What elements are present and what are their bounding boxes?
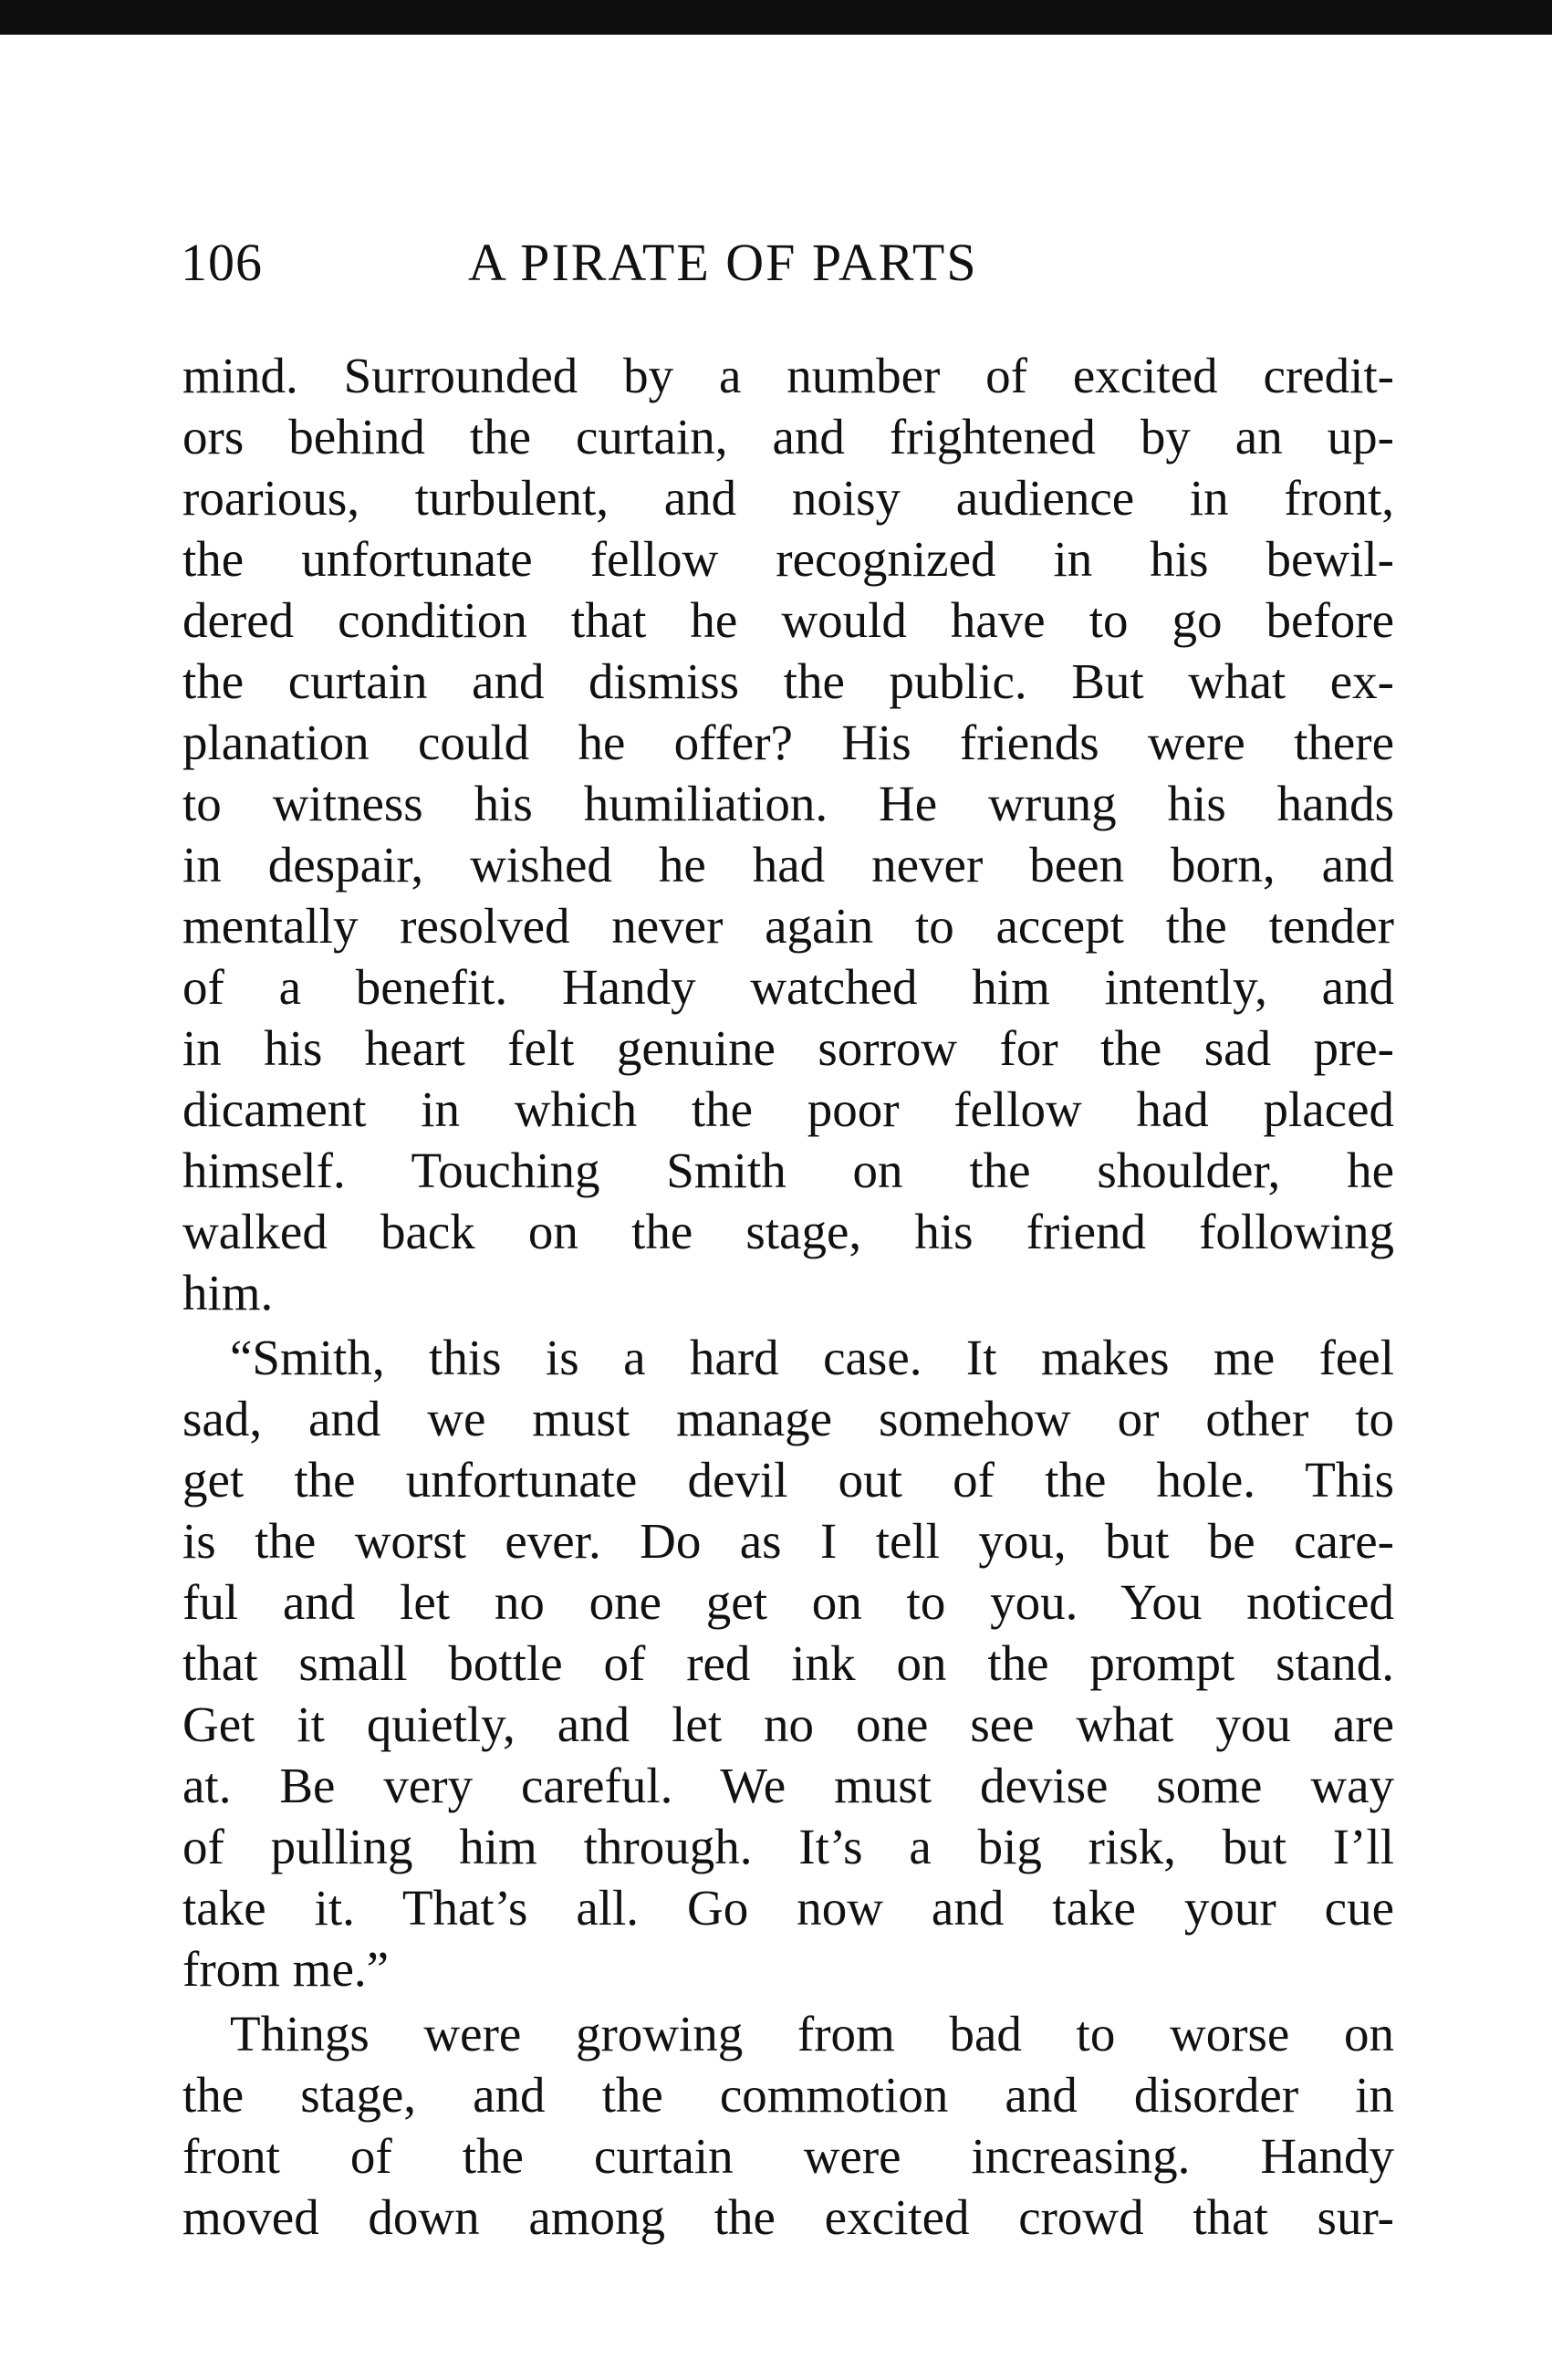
text-line: “Smith, this is a hard case. It makes me feel [230,1330,1394,1385]
text-line: front of the curtain were increasing. Handy [182,2128,1394,2184]
text-line: himself. Touching Smith on the shoulder, he [182,1143,1394,1198]
text-line: dicament in which the poor fellow had placed [182,1081,1394,1137]
text-line: planation could he offer? His friends were there [182,715,1394,770]
text-line: at. Be very careful. We must devise some way [182,1758,1394,1813]
body-text [182,345,1394,2248]
text-line: of pulling him through. It’s a big risk, but I’ll [182,1819,1394,1874]
text-line: Get it quietly, and let no one see what you are [182,1696,1394,1752]
text-line: of a benefit. Handy watched him intently, and [182,959,1394,1015]
text-line: to witness his humiliation. He wrung his hands [182,776,1394,831]
text-line: in despair, wished he had never been born, and [182,837,1394,892]
text-line: roarious, turbulent, and noisy audience in front, [182,470,1394,526]
text-line: sad, and we must manage somehow or other to [182,1391,1394,1446]
text-line: is the worst ever. Do as I tell you, but be care- [182,1513,1394,1569]
text-line: him. [182,1265,274,1320]
text-line: get the unfortunate devil out of the hole. This [182,1452,1394,1508]
page-number: 106 [181,233,263,292]
text-line: walked back on the stage, his friend following [182,1204,1394,1259]
text-line: the curtain and dismiss the public. But what ex- [182,653,1394,709]
text-line: dered condition that he would have to go before [182,592,1394,648]
text-line: the stage, and the commotion and disorder in [182,2067,1394,2123]
running-head [181,226,1403,299]
text-line: the unfortunate fellow recognized in his bewil- [182,531,1394,587]
text-line: ful and let no one get on to you. You noticed [182,1574,1394,1630]
text-line: Things were growing from bad to worse on [230,2006,1394,2062]
text-line: mind. Surrounded by a number of excited credit- [182,348,1394,403]
text-line: from me.” [182,1941,390,1997]
text-line: take it. That’s all. Go now and take your cue [182,1880,1394,1936]
book-title: A PIRATE OF PARTS [468,233,978,292]
text-line: mentally resolved never again to accept the tender [182,898,1394,954]
top-border-rule [0,0,1552,35]
text-line: moved down among the excited crowd that sur- [182,2189,1394,2245]
text-line: ors behind the curtain, and frightened by an up- [182,409,1394,465]
text-line: that small bottle of red ink on the prompt stand. [182,1635,1394,1691]
text-line: in his heart felt genuine sorrow for the sad pre- [182,1020,1394,1076]
